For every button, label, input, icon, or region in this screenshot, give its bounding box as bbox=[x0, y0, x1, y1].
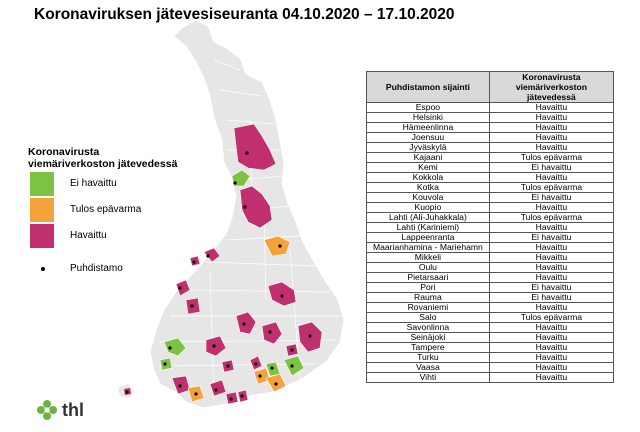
cell-result: Havaittu bbox=[489, 273, 613, 283]
cell-location: Tampere bbox=[367, 343, 490, 353]
legend-label-puhdistamo: Puhdistamo bbox=[70, 263, 123, 274]
cell-location: Vaasa bbox=[367, 363, 490, 373]
plant-dot bbox=[233, 181, 236, 184]
cell-result: Havaittu bbox=[489, 343, 613, 353]
plant-dot bbox=[274, 382, 277, 385]
plant-dot bbox=[178, 384, 181, 387]
plant-dot bbox=[192, 260, 195, 263]
cell-result: Havaittu bbox=[489, 133, 613, 143]
cell-result: Tulos epävarma bbox=[489, 153, 613, 163]
table-row bbox=[367, 123, 614, 133]
table-header-row bbox=[367, 72, 614, 103]
legend-label-havaittu: Havaittu bbox=[70, 230, 107, 241]
legend-swatch-ei-havaittu bbox=[30, 172, 54, 196]
cell-location: Pori bbox=[367, 283, 490, 293]
table-row bbox=[367, 333, 614, 343]
cell-result: Havaittu bbox=[489, 253, 613, 263]
table-row bbox=[367, 153, 614, 163]
plant-dot bbox=[212, 344, 215, 347]
table-row bbox=[367, 203, 614, 213]
plant-dot bbox=[270, 366, 273, 369]
table-row bbox=[367, 223, 614, 233]
plant-dot bbox=[226, 364, 229, 367]
cell-location: Lahti (Kariniemi) bbox=[367, 223, 490, 233]
legend-title-line1: Koronavirusta bbox=[28, 146, 100, 158]
table-row bbox=[367, 353, 614, 363]
table-row bbox=[367, 243, 614, 253]
results-table-container bbox=[366, 71, 614, 383]
table-row bbox=[367, 373, 614, 383]
plant-dot bbox=[178, 286, 181, 289]
column-header-result: Koronavirusta viemäriverkoston jätevedessä bbox=[489, 72, 613, 103]
plant-dot bbox=[278, 244, 281, 247]
plant-dot bbox=[240, 394, 243, 397]
cell-location: Lappeenranta bbox=[367, 233, 490, 243]
table-row bbox=[367, 323, 614, 333]
table-row bbox=[367, 133, 614, 143]
table-row bbox=[367, 253, 614, 263]
plant-dot bbox=[290, 348, 293, 351]
cell-location: Kuopio bbox=[367, 203, 490, 213]
legend-title bbox=[28, 146, 177, 170]
legend-swatch-havaittu bbox=[30, 224, 54, 248]
plant-dot bbox=[254, 362, 257, 365]
cell-location: Pietarsaari bbox=[367, 273, 490, 283]
column-header-location: Puhdistamon sijainti bbox=[367, 72, 490, 103]
cell-result: Havaittu bbox=[489, 333, 613, 343]
table-row bbox=[367, 143, 614, 153]
thl-logo bbox=[36, 399, 84, 421]
results-table bbox=[366, 71, 614, 383]
cell-result: Ei havaittu bbox=[489, 163, 613, 173]
cell-location: Seinäjoki bbox=[367, 333, 490, 343]
cell-result: Tulos epävarma bbox=[489, 213, 613, 223]
cell-result: Tulos epävarma bbox=[489, 183, 613, 193]
cell-result: Ei havaittu bbox=[489, 293, 613, 303]
table-row bbox=[367, 103, 614, 113]
cell-result: Havaittu bbox=[489, 323, 613, 333]
table-row bbox=[367, 303, 614, 313]
thl-logo-text: thl bbox=[62, 399, 84, 420]
cell-location: Espoo bbox=[367, 103, 490, 113]
cell-location: Kajaani bbox=[367, 153, 490, 163]
cell-result: Havaittu bbox=[489, 243, 613, 253]
plant-dot bbox=[163, 362, 166, 365]
table-row bbox=[367, 183, 614, 193]
cell-location: Mikkeli bbox=[367, 253, 490, 263]
cell-result: Havaittu bbox=[489, 373, 613, 383]
cell-result: Havaittu bbox=[489, 203, 613, 213]
plant-dot bbox=[229, 397, 232, 400]
cell-location: Kotka bbox=[367, 183, 490, 193]
table-row bbox=[367, 363, 614, 373]
cell-result: Ei havaittu bbox=[489, 233, 613, 243]
cell-location: Kokkola bbox=[367, 173, 490, 183]
cell-result: Havaittu bbox=[489, 223, 613, 233]
plant-dot bbox=[190, 304, 193, 307]
table-row bbox=[367, 163, 614, 173]
plant-dot bbox=[168, 346, 171, 349]
cell-location: Rauma bbox=[367, 293, 490, 303]
table-row bbox=[367, 273, 614, 283]
table-row bbox=[367, 283, 614, 293]
cell-result: Havaittu bbox=[489, 263, 613, 273]
plant-dot bbox=[268, 330, 271, 333]
table-row bbox=[367, 313, 614, 323]
plant-dot bbox=[214, 388, 217, 391]
plant-dot bbox=[206, 254, 209, 257]
plant-dot bbox=[125, 390, 128, 393]
cell-location: Vihti bbox=[367, 373, 490, 383]
cell-location: Jyväskylä bbox=[367, 143, 490, 153]
cell-location: Maarianhamina - Mariehamn bbox=[367, 243, 490, 253]
cell-result: Ei havaittu bbox=[489, 283, 613, 293]
table-row bbox=[367, 293, 614, 303]
cell-location: Joensuu bbox=[367, 133, 490, 143]
cell-location: Kemi bbox=[367, 163, 490, 173]
cell-location: Rovaniemi bbox=[367, 303, 490, 313]
table-row bbox=[367, 213, 614, 223]
plant-dot bbox=[243, 205, 246, 208]
table-row bbox=[367, 113, 614, 123]
cell-location: Turku bbox=[367, 353, 490, 363]
cell-result: Havaittu bbox=[489, 173, 613, 183]
page-title: Koronaviruksen jätevesiseuranta 04.10.2020 – 17.10.2020 bbox=[34, 6, 455, 23]
cell-result: Havaittu bbox=[489, 303, 613, 313]
table-row bbox=[367, 193, 614, 203]
legend-label-tulos-epavarma: Tulos epävarma bbox=[70, 204, 142, 215]
cell-result: Havaittu bbox=[489, 353, 613, 363]
cell-result: Tulos epävarma bbox=[489, 313, 613, 323]
legend-swatch-tulos-epavarma bbox=[30, 198, 54, 222]
cell-location: Savonlinna bbox=[367, 323, 490, 333]
plant-dot bbox=[308, 334, 311, 337]
cell-result: Havaittu bbox=[489, 113, 613, 123]
cell-result: Havaittu bbox=[489, 143, 613, 153]
cell-result: Havaittu bbox=[489, 103, 613, 113]
cell-result: Havaittu bbox=[489, 363, 613, 373]
cell-location: Lahti (Ali-Juhakkala) bbox=[367, 213, 490, 223]
cell-result: Ei havaittu bbox=[489, 193, 613, 203]
table-body bbox=[367, 103, 614, 383]
plant-dot bbox=[245, 151, 248, 154]
cell-location: Salo bbox=[367, 313, 490, 323]
thl-flower-icon bbox=[36, 399, 58, 421]
legend-title-line2: viemäriverkoston jätevedessä bbox=[28, 158, 178, 170]
table-row bbox=[367, 233, 614, 243]
cell-location: Helsinki bbox=[367, 113, 490, 123]
table-row bbox=[367, 263, 614, 273]
plant-dot bbox=[258, 374, 261, 377]
cell-result: Havaittu bbox=[489, 123, 613, 133]
table-row bbox=[367, 173, 614, 183]
table-row bbox=[367, 343, 614, 353]
legend-plant-dot bbox=[41, 267, 45, 271]
cell-location: Oulu bbox=[367, 263, 490, 273]
cell-location: Hämeenlinna bbox=[367, 123, 490, 133]
plant-dot bbox=[280, 294, 283, 297]
plant-dot bbox=[194, 392, 197, 395]
legend-label-ei-havaittu: Ei havaittu bbox=[70, 178, 117, 189]
plant-dot bbox=[290, 364, 293, 367]
plant-dot bbox=[242, 322, 245, 325]
cell-location: Kouvola bbox=[367, 193, 490, 203]
